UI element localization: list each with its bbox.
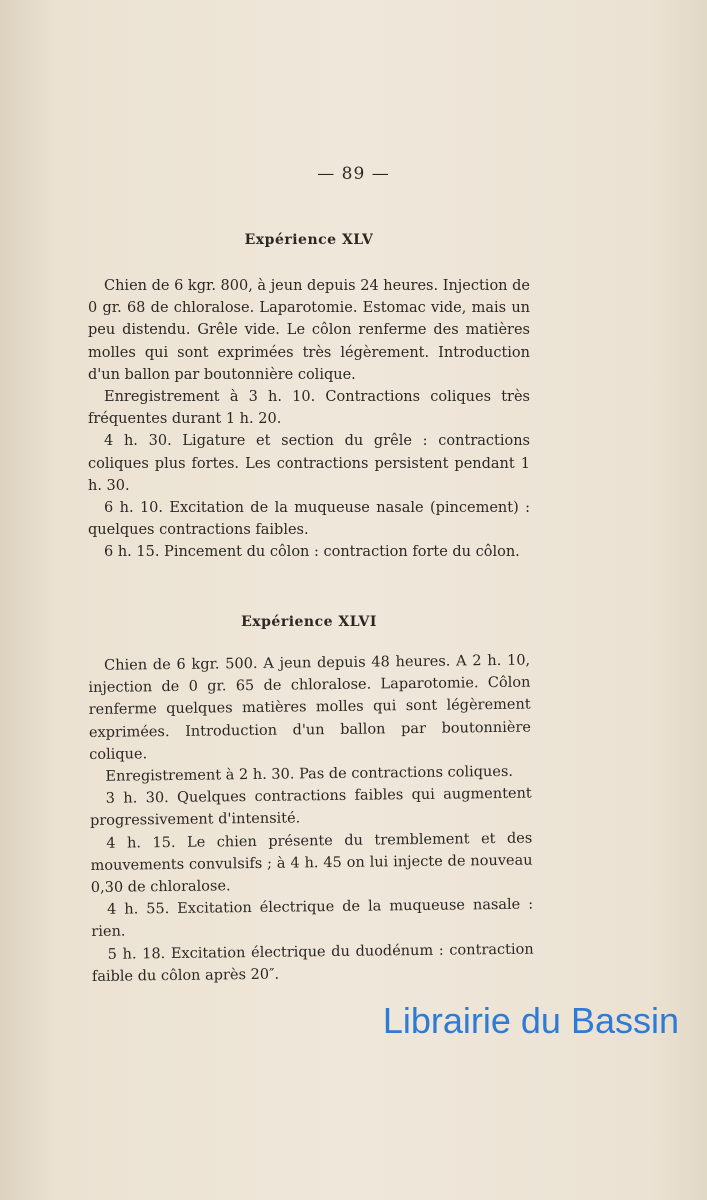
paragraph: Enregistrement à 3 h. 10. Contractions coliques très fréquentes durant 1 h. 20.: [88, 389, 530, 428]
paragraph: 3 h. 30. Quelques contractions faibles qui augmentent progressivement d'intensité.: [89, 785, 532, 830]
experiment-heading-xlv: Expérience XLV: [244, 232, 374, 248]
page-number: — 89 —: [317, 164, 390, 184]
experiment-xlv-body: [88, 275, 530, 564]
watermark: Librairie du Bassin: [382, 1000, 679, 1041]
paragraph: 4 h. 30. Ligature et section du grêle : contractions coliques plus fortes. Les contractions persistent pendant 1 h. 30.: [88, 433, 530, 494]
paragraph: 5 h. 18. Excitation électrique du duodénum : contraction faible du côlon après 20″.: [91, 941, 534, 985]
paragraph: 6 h. 10. Excitation de la muqueuse nasale (pincement) : quelques contractions faibles.: [88, 500, 530, 539]
paragraph: 4 h. 55. Excitation électrique de la muqueuse nasale : rien.: [91, 896, 534, 941]
paragraph: Chien de 6 kgr. 500. A jeun depuis 48 heures. A 2 h. 10, injection de 0 gr. 65 de chloralose. Laparotomie. Côlon renferme quelques matières molles qui sont légèrement exprimées. Introduction d'un ballon par boutonnière colique.: [88, 652, 532, 763]
paragraph: Enregistrement à 2 h. 30. Pas de contractions coliques.: [105, 763, 514, 785]
paragraph: Chien de 6 kgr. 800, à jeun depuis 24 heures. Injection de 0 gr. 68 de chloralose. Laparotomie. Estomac vide, mais un peu distendu. Grêle vide. Le côlon renferme des matières molles qui sont exprimées très légèrement. Introduction d'un ballon par boutonnière colique.: [88, 278, 530, 383]
paragraph: 4 h. 15. Le chien présente du tremblement et des mouvements convulsifs ; à 4 h. 45 on lui injecte de nouveau 0,30 de chloralose.: [90, 830, 533, 897]
paragraph: 6 h. 15. Pincement du côlon : contraction forte du côlon.: [104, 544, 520, 561]
experiment-xlvi-body: [88, 650, 534, 988]
experiment-heading-xlvi: Expérience XLVI: [241, 614, 377, 630]
